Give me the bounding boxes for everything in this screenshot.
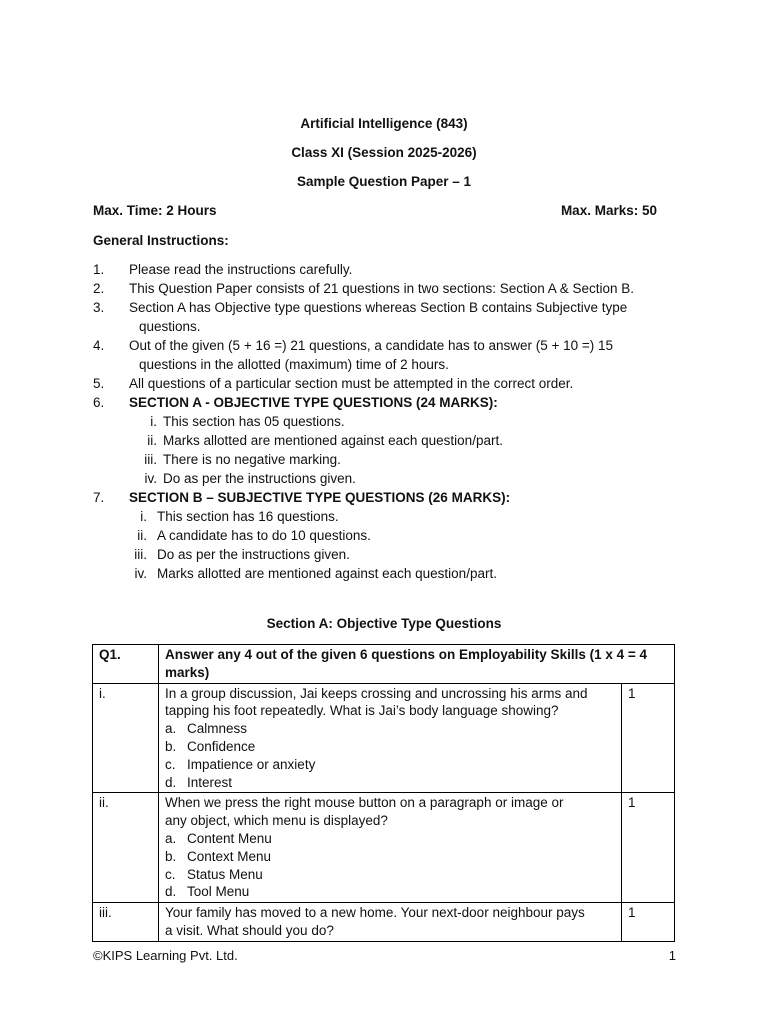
option-letter: b. — [165, 848, 177, 864]
instruction-number: 7. — [93, 490, 105, 505]
paper-meta — [93, 203, 657, 218]
sub-instruction — [93, 545, 683, 564]
question-marks: 1 — [622, 903, 675, 942]
option-letter: c. — [165, 866, 176, 882]
instructions-heading: General Instructions: — [93, 233, 229, 248]
q1-label: Q1. — [93, 645, 159, 684]
sub-instruction — [93, 469, 683, 488]
sub-instruction-number: i. — [150, 414, 157, 429]
option-letter: d. — [165, 774, 177, 790]
question-number: iii. — [93, 903, 159, 942]
page-number: 1 — [668, 948, 676, 963]
option-item — [165, 720, 615, 738]
instruction-number: 4. — [93, 338, 105, 353]
question-text-continued: tapping his foot repeatedly. What is Jai’s body language showing? — [165, 703, 559, 719]
copyright-text: ©KIPS Learning Pvt. Ltd. — [93, 948, 238, 963]
option-letter: a. — [165, 721, 177, 737]
sub-instruction-number: ii. — [137, 528, 147, 543]
instruction-text: This Question Paper consists of 21 questions in two sections: Section A & Section B. — [129, 281, 635, 296]
instruction-text-continued: questions in the allotted (maximum) time of 2 hours. — [139, 357, 449, 372]
question-body — [159, 903, 622, 942]
option-text: Context Menu — [187, 848, 272, 864]
instruction-number: 2. — [93, 281, 105, 296]
instruction-item — [93, 279, 683, 298]
sub-instruction — [93, 526, 683, 545]
sub-instruction — [93, 431, 683, 450]
sub-instruction-text: Marks allotted are mentioned against each question/part. — [157, 566, 497, 581]
sub-instruction-number: iii. — [134, 547, 147, 562]
question-number: ii. — [93, 793, 159, 903]
option-item — [165, 830, 615, 848]
max-marks: Max. Marks: 50 — [560, 203, 657, 218]
page-footer — [93, 948, 676, 963]
question-body — [159, 793, 622, 903]
question-text-continued: any object, which menu is displayed? — [165, 813, 388, 829]
instruction-item — [93, 298, 683, 336]
sub-instruction-number: iv. — [144, 471, 157, 486]
question-body — [159, 683, 622, 793]
option-item — [165, 738, 615, 756]
option-item — [165, 756, 615, 774]
option-item — [165, 848, 615, 866]
sub-instruction-text: A candidate has to do 10 questions. — [157, 528, 371, 543]
section-a-title: Section A: Objective Type Questions — [266, 616, 502, 631]
sub-instruction-text: Do as per the instructions given. — [163, 471, 356, 486]
instruction-text: Section A has Objective type questions whereas Section B contains Subjective type — [129, 300, 628, 315]
instruction-text: Out of the given (5 + 16 =) 21 questions, a candidate has to answer (5 + 10 =) 15 — [129, 338, 614, 353]
option-text: Confidence — [187, 738, 256, 754]
instruction-item — [93, 336, 683, 374]
instruction-text: All questions of a particular section must be attempted in the correct order. — [129, 376, 574, 391]
sub-instruction — [93, 450, 683, 469]
instructions-list — [93, 260, 683, 583]
table-header-row — [93, 645, 675, 684]
option-text: Content Menu — [187, 830, 272, 846]
sub-instruction-number: iii. — [144, 452, 157, 467]
sub-instruction-number: iv. — [134, 566, 147, 581]
option-letter: c. — [165, 756, 176, 772]
instruction-number: 6. — [93, 395, 105, 410]
option-item — [165, 866, 615, 884]
sub-instruction-text: Do as per the instructions given. — [157, 547, 350, 562]
table-row — [93, 683, 675, 793]
question-number: i. — [93, 683, 159, 793]
instruction-item — [93, 488, 683, 507]
section-a-instruction-heading: SECTION A - OBJECTIVE TYPE QUESTIONS (24 MARKS): — [129, 395, 498, 410]
sub-instruction-text: Marks allotted are mentioned against each question/part. — [163, 433, 503, 448]
section-b-instruction-heading: SECTION B – SUBJECTIVE TYPE QUESTIONS (26 MARKS): — [129, 490, 511, 505]
sub-instruction — [93, 507, 683, 526]
instruction-number: 3. — [93, 300, 105, 315]
paper-name: Sample Question Paper – 1 — [296, 174, 472, 189]
option-letter: a. — [165, 830, 177, 846]
sub-instruction — [93, 564, 683, 583]
class-session: Class XI (Session 2025-2026) — [291, 145, 477, 160]
max-time: Max. Time: 2 Hours — [93, 203, 217, 218]
instruction-text: Please read the instructions carefully. — [129, 262, 353, 277]
sub-instruction-number: i. — [140, 509, 147, 524]
sub-instruction-number: ii. — [147, 433, 157, 448]
table-row — [93, 793, 675, 903]
sub-instruction-text: This section has 16 questions. — [157, 509, 339, 524]
sub-instruction-text: There is no negative marking. — [163, 452, 341, 467]
option-item — [165, 774, 615, 792]
questions-table — [92, 644, 675, 942]
instruction-item — [93, 393, 683, 412]
sub-instruction-text: This section has 05 questions. — [163, 414, 345, 429]
option-text: Tool Menu — [187, 884, 250, 900]
question-text: When we press the right mouse button on a paragraph or image or — [165, 795, 564, 811]
option-text: Impatience or anxiety — [187, 756, 316, 772]
question-text-continued: a visit. What should you do? — [165, 922, 334, 938]
paper-title: Artificial Intelligence (843) — [300, 116, 468, 131]
instruction-item — [93, 374, 683, 393]
option-letter: d. — [165, 884, 177, 900]
instruction-text-continued: questions. — [139, 319, 201, 334]
question-marks: 1 — [622, 793, 675, 903]
question-text: In a group discussion, Jai keeps crossing and uncrossing his arms and — [165, 685, 588, 701]
q1-instruction: Answer any 4 out of the given 6 questions on Employability Skills (1 x 4 = 4 marks) — [159, 645, 675, 684]
option-item — [165, 883, 615, 901]
option-letter: b. — [165, 738, 177, 754]
question-text: Your family has moved to a new home. Your next-door neighbour pays — [165, 905, 585, 921]
instruction-item — [93, 260, 683, 279]
instruction-number: 1. — [93, 262, 105, 277]
option-text: Status Menu — [187, 866, 263, 882]
option-text: Interest — [187, 774, 233, 790]
question-marks: 1 — [622, 683, 675, 793]
option-text: Calmness — [187, 721, 248, 737]
instruction-number: 5. — [93, 376, 105, 391]
sub-instruction — [93, 412, 683, 431]
table-row — [93, 903, 675, 942]
